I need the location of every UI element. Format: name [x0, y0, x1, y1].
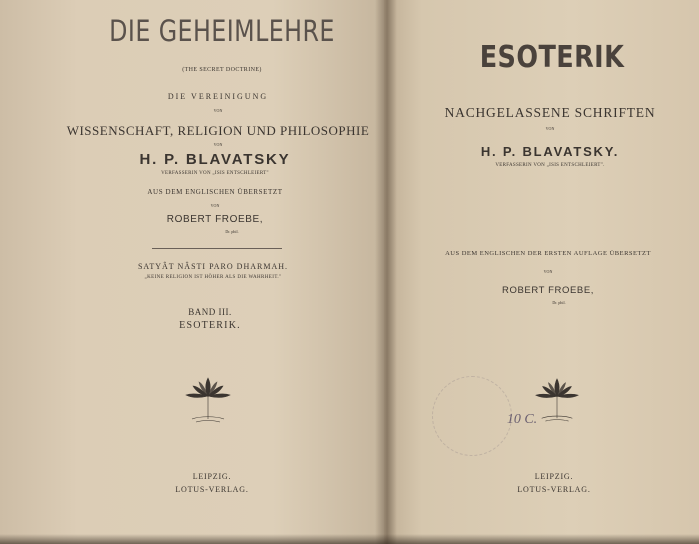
right-von-1: VON [545, 126, 555, 131]
right-author-note: VERFASSERIN VON „ISIS ENTSCHLEIERT". [495, 163, 605, 168]
faint-stamp [432, 376, 512, 456]
left-translator-title: Dr. phil. [225, 229, 239, 234]
union-line: DIE VEREINIGUNG [167, 92, 269, 101]
lotus-emblem-right [534, 375, 580, 425]
left-translated: AUS DEM ENGLISCHEN ÜBERSETZT [147, 188, 283, 196]
motto: SATYÂT NÂSTI PARO DHARMAH. [137, 262, 289, 271]
von-2: VON [213, 142, 223, 147]
right-translator-title: Dr. phil. [552, 300, 566, 305]
left-translator: ROBERT FROEBE, [166, 214, 264, 225]
right-place: LEIPZIG. [534, 472, 574, 481]
left-place: LEIPZIG. [192, 472, 232, 481]
right-title: ESOTERIK [479, 40, 625, 75]
left-divider [152, 248, 282, 249]
volume: BAND III. [188, 307, 232, 317]
right-publisher: LOTUS-VERLAG. [517, 485, 591, 494]
von-3: VON [210, 203, 220, 208]
bottom-shadow [0, 534, 699, 544]
right-page [384, 0, 699, 544]
right-translated: AUS DEM ENGLISCHEN DER ERSTEN AUFLAGE ÜBERSETZT [445, 250, 651, 257]
left-subtitle: (THE SECRET DOCTRINE) [182, 67, 262, 73]
left-author-note: VERFASSERIN VON „ISIS ENTSCHLEIERT" [161, 171, 269, 176]
lotus-emblem-left [184, 374, 232, 426]
right-author: H. P. BLAVATSKY. [480, 144, 620, 159]
von-1: VON [213, 108, 223, 113]
left-author: H. P. BLAVATSKY [139, 151, 291, 168]
left-title: DIE GEHEIMLEHRE [109, 14, 335, 48]
volume-title: ESOTERIK. [179, 320, 241, 331]
left-publisher: LOTUS-VERLAG. [175, 485, 249, 494]
right-subtitle: NACHGELASSENE SCHRIFTEN [444, 105, 656, 120]
book-gutter [375, 0, 397, 544]
motto-translation: „KEINE RELIGION IST HÖHER ALS DIE WAHRHEIT." [144, 275, 282, 280]
right-translator: ROBERT FROEBE, [502, 285, 594, 296]
handwritten-note: 10 C. [506, 412, 538, 427]
right-von-2: VON [543, 269, 553, 274]
fields-line: WISSENSCHAFT, RELIGION UND PHILOSOPHIE [66, 123, 370, 138]
